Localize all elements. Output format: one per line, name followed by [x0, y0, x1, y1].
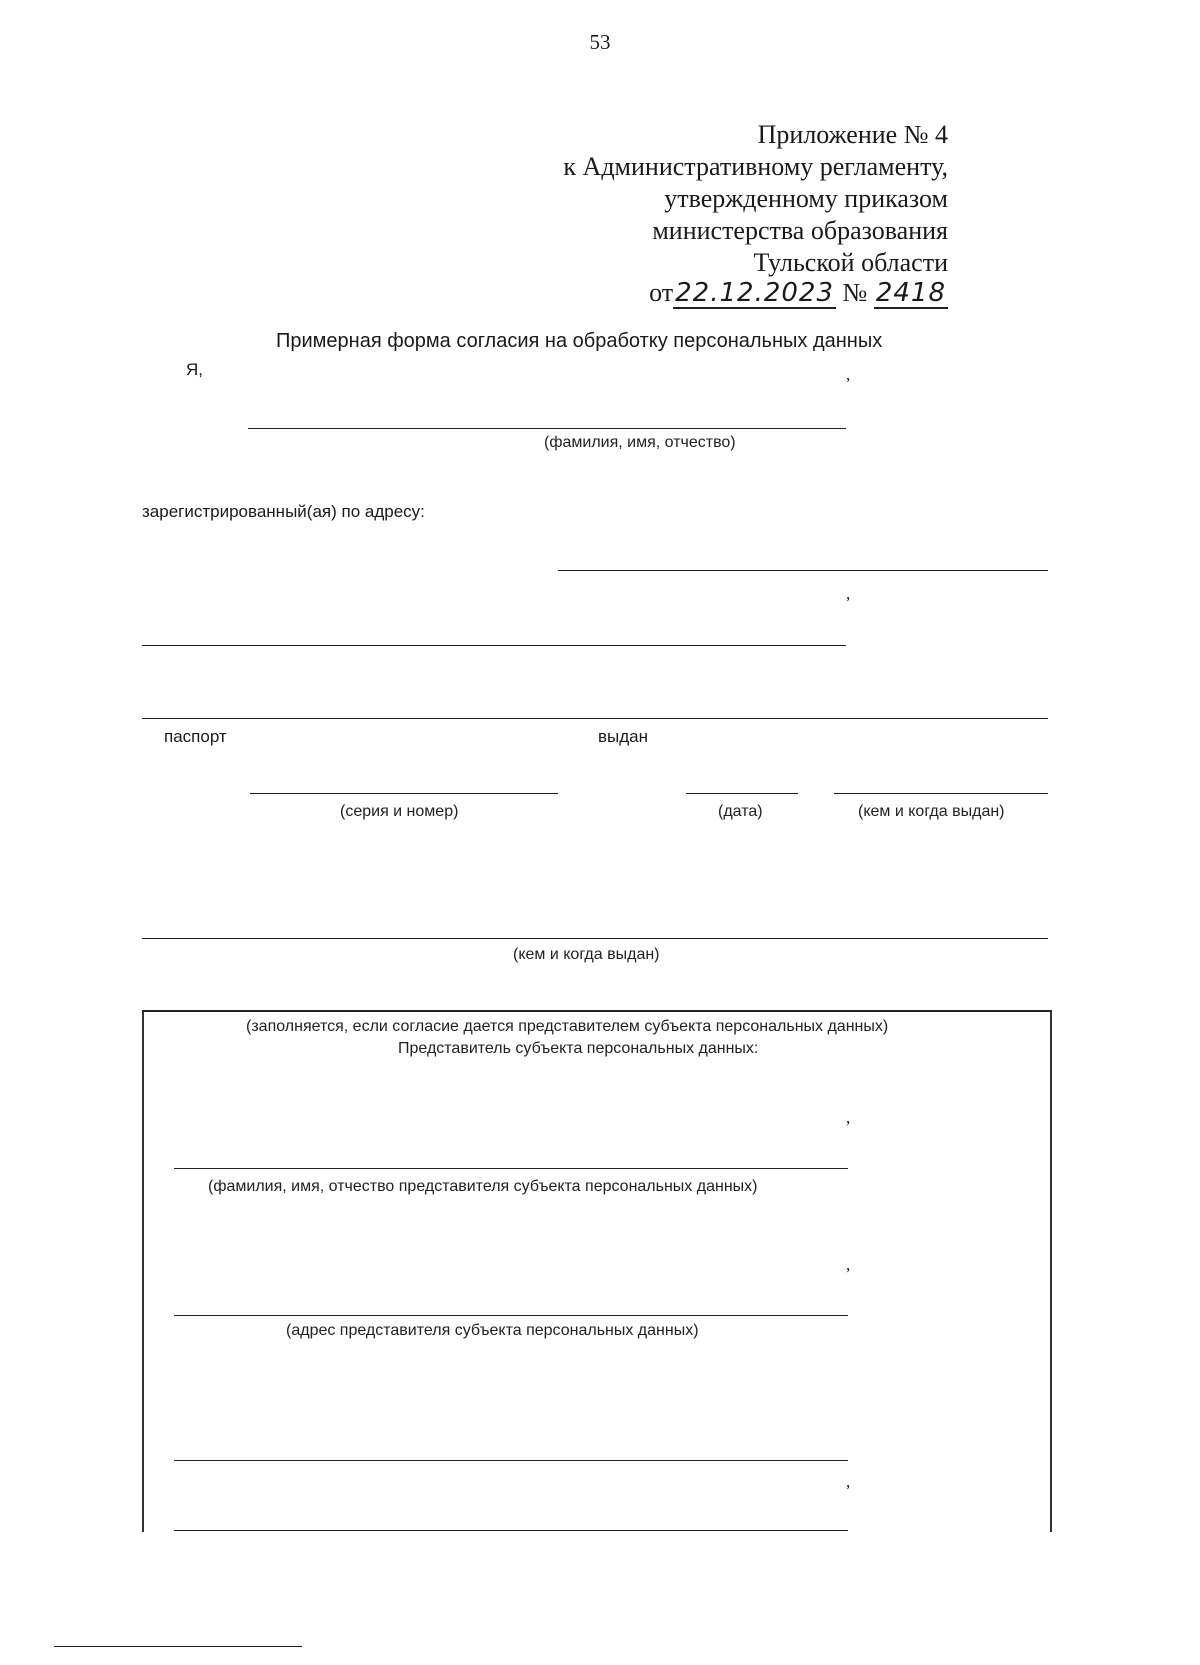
rep-address-field-line-3[interactable]	[174, 1530, 848, 1531]
header-date-number-line	[649, 278, 948, 309]
header-region-line: Тульской области	[753, 248, 948, 277]
issued-label: выдан	[598, 727, 649, 746]
rep-address-field-line-1[interactable]	[174, 1315, 848, 1316]
date-caption: (дата)	[718, 803, 763, 820]
form-title: Примерная форма согласия на обработку персональных данных	[276, 330, 883, 352]
representative-note: (заполняется, если согласие дается представителем субъекта персональных данных)	[246, 1018, 889, 1035]
passport-label: паспорт	[164, 727, 227, 746]
passport-issuer-field-line[interactable]	[834, 793, 1048, 794]
issuer-field-line[interactable]	[142, 938, 1048, 939]
comma-mark: ,	[846, 1108, 851, 1127]
comma-mark: ,	[846, 365, 851, 384]
rep-address-field-line-2[interactable]	[174, 1460, 848, 1461]
rep-fio-caption: (фамилия, имя, отчество представителя субъекта персональных данных)	[208, 1178, 758, 1195]
passport-series-field-line[interactable]	[250, 793, 558, 794]
series-caption: (серия и номер)	[340, 803, 459, 820]
header-appendix-line: Приложение № 4	[757, 120, 948, 149]
address-field-line-3[interactable]	[142, 718, 1048, 719]
comma-mark: ,	[846, 1255, 851, 1274]
footnote-separator	[54, 1646, 302, 1647]
fio-field-line[interactable]	[248, 428, 846, 429]
representative-heading: Представитель субъекта персональных данных:	[398, 1040, 759, 1057]
comma-mark: ,	[846, 584, 851, 603]
address-field-line-1[interactable]	[558, 570, 1048, 571]
fio-caption: (фамилия, имя, отчество)	[544, 434, 736, 451]
date-prefix: от	[649, 278, 674, 307]
issued-by-caption-2: (кем и когда выдан)	[513, 946, 660, 963]
handwritten-date: 22.12.2023	[675, 278, 835, 308]
representative-box	[142, 1010, 1052, 1532]
address-field-line-2[interactable]	[142, 645, 846, 646]
page-number: 53	[589, 30, 611, 54]
passport-date-field-line[interactable]	[686, 793, 798, 794]
header-approved-line: утвержденному приказом	[664, 184, 948, 213]
handwritten-order-number: 2418	[875, 278, 946, 308]
number-prefix: №	[842, 278, 868, 307]
rep-address-caption: (адрес представителя субъекта персональных данных)	[286, 1322, 699, 1339]
header-ministry-line: министерства образования	[652, 216, 948, 245]
rep-fio-field-line[interactable]	[174, 1168, 848, 1169]
comma-mark: ,	[846, 1472, 851, 1491]
i-label: Я,	[186, 360, 203, 379]
header-regulation-line: к Административному регламенту,	[563, 152, 948, 181]
address-label: зарегистрированный(ая) по адресу:	[142, 502, 425, 521]
issued-by-caption: (кем и когда выдан)	[858, 803, 1005, 820]
